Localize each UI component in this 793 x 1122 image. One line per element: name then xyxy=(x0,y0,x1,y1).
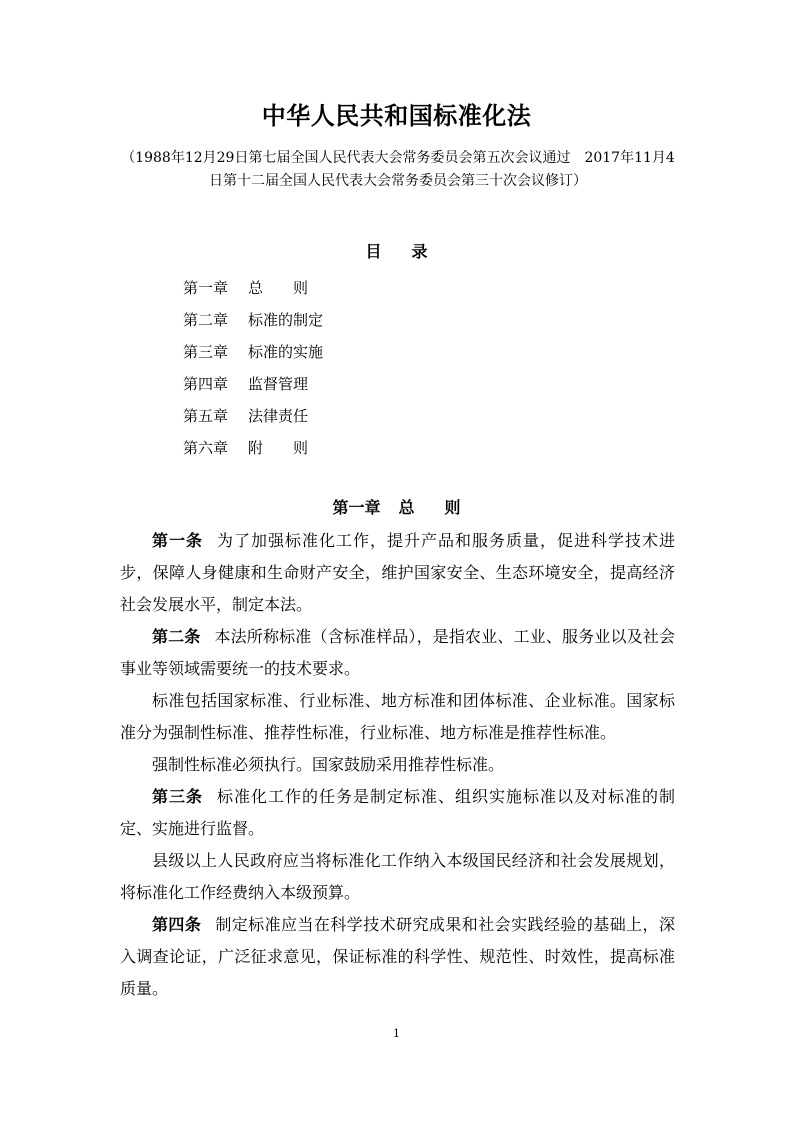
article-text: 本法所称标准（含标准样品），是指农业、工业、服务业以及社会事业等领域需要统一的技术要求。 xyxy=(120,627,675,678)
paragraph-text: 标准包括国家标准、行业标准、地方标准和团体标准、企业标准。国家标准分为强制性标准、推荐性标准，行业标准、地方标准是推荐性标准。 xyxy=(120,691,675,742)
chapter-title-char-2: 则 xyxy=(444,498,461,517)
toc-item xyxy=(183,400,323,432)
toc-heading-char-1: 目 xyxy=(365,242,382,261)
toc-item-number: 第五章 xyxy=(183,407,229,425)
toc-heading xyxy=(0,240,793,264)
toc-item xyxy=(183,304,323,336)
toc-item xyxy=(183,272,323,304)
toc-item-number: 第二章 xyxy=(183,311,229,329)
toc-item xyxy=(183,336,323,368)
article-text: 标准化工作的任务是制定标准、组织实施标准以及对标准的制定、实施进行监督。 xyxy=(120,787,675,838)
paragraph-text: 县级以上人民政府应当将标准化工作纳入本级国民经济和社会发展规划，将标准化工作经费纳入本级预算。 xyxy=(120,851,675,902)
article-paragraph xyxy=(120,525,675,621)
toc-item-number: 第三章 xyxy=(183,343,229,361)
chapter-heading xyxy=(0,496,793,520)
toc-item-title: 法律责任 xyxy=(248,407,309,425)
toc-item-number: 第四章 xyxy=(183,375,229,393)
toc-item xyxy=(183,368,323,400)
toc-item-title: 标准的实施 xyxy=(248,343,324,361)
document-subtitle: （1988年12月29日第七届全国人民代表大会常务委员会第五次会议通过 2017年11月4日第十二届全国人民代表大会常务委员会第三十次会议修订） xyxy=(121,150,675,189)
body-paragraph xyxy=(120,685,675,749)
body-paragraph xyxy=(120,749,675,781)
toc-item xyxy=(183,432,323,464)
article-text: 为了加强标准化工作，提升产品和服务质量，促进科学技术进步，保障人身健康和生命财产安全，维护国家安全、生态环境安全，提高经济社会发展水平，制定本法。 xyxy=(120,531,675,614)
toc-item-title: 总 则 xyxy=(248,279,309,297)
toc-item-number: 第一章 xyxy=(183,279,229,297)
toc-item-title: 监督管理 xyxy=(248,375,309,393)
page-number: 1 xyxy=(393,1027,400,1040)
toc-heading-char-2: 录 xyxy=(411,242,428,261)
article-paragraph xyxy=(120,621,675,685)
chapter-number: 第一章 xyxy=(332,498,381,517)
article-paragraph xyxy=(120,781,675,845)
article-text: 制定标准应当在科学技术研究成果和社会实践经验的基础上，深入调查论证，广泛征求意见，保证标准的科学性、规范性、时效性，提高标准质量。 xyxy=(120,915,675,998)
paragraph-text: 强制性标准必须执行。国家鼓励采用推荐性标准。 xyxy=(152,755,505,774)
article-number: 第三条 xyxy=(152,787,203,806)
article-number: 第二条 xyxy=(152,627,201,646)
chapter-body xyxy=(120,525,675,1005)
article-number: 第四条 xyxy=(152,915,202,934)
chapter-title-char-1: 总 xyxy=(398,498,415,517)
table-of-contents xyxy=(183,272,323,464)
article-number: 第一条 xyxy=(152,531,203,550)
toc-item-title: 标准的制定 xyxy=(248,311,324,329)
toc-item-number: 第六章 xyxy=(183,439,229,457)
toc-item-title: 附 则 xyxy=(248,439,309,457)
article-paragraph xyxy=(120,909,675,1005)
body-paragraph xyxy=(120,845,675,909)
document-title: 中华人民共和国标准化法 xyxy=(261,102,532,130)
